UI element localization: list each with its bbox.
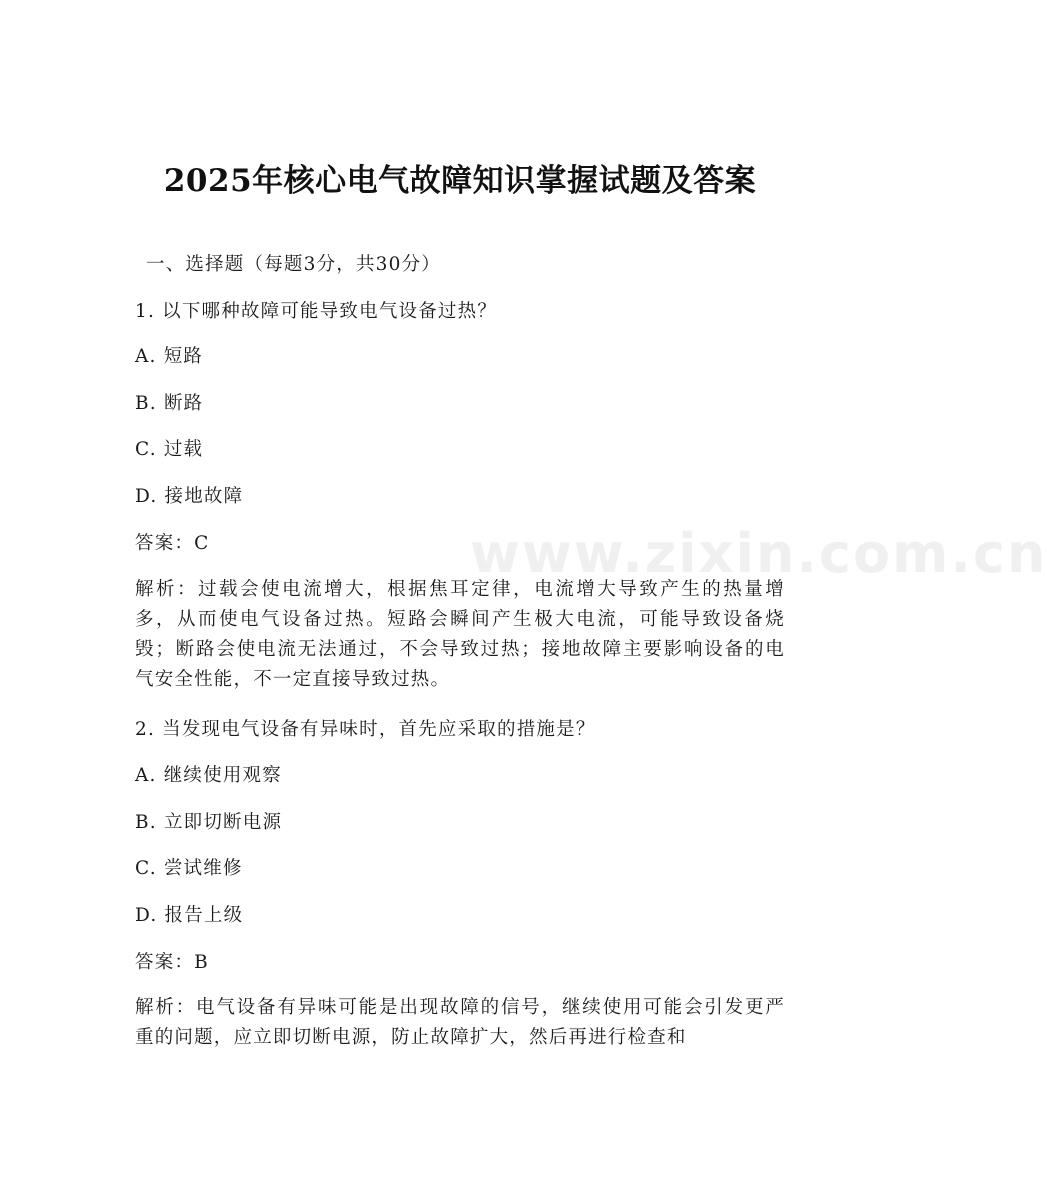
answer: 答案：C: [135, 533, 210, 554]
document-title: 2025年核心电气故障知识掌握试题及答案: [163, 163, 757, 199]
option-a: A. 继续使用观察: [135, 765, 282, 786]
section-heading: 一、选择题（每题3分，共30分）: [146, 254, 442, 275]
option-d: D. 接地故障: [135, 486, 244, 507]
option-a: A. 短路: [135, 346, 204, 367]
option-b: B. 断路: [135, 393, 204, 414]
option-b: B. 立即切断电源: [135, 812, 283, 833]
option-c: C. 尝试维修: [135, 858, 243, 879]
question-stem: 2. 当发现电气设备有异味时，首先应采取的措施是？: [135, 719, 596, 740]
answer: 答案：B: [135, 952, 209, 973]
option-d: D. 报告上级: [135, 905, 244, 926]
analysis: 解析：过载会使电流增大，根据焦耳定律，电流增大导致产生的热量增多，从而使电气设备过热。短路会瞬间产生极大电流，可能导致设备烧毁；断路会使电流无法通过，不会导致过热；接地故障主要影响设备的电气安全性能，不一定直接导致过热。: [135, 579, 785, 690]
analysis: 解析：电气设备有异味可能是出现故障的信号，继续使用可能会引发更严重的问题，应立即切断电源，防止故障扩大，然后再进行检查和: [135, 997, 785, 1048]
question-stem: 1. 以下哪种故障可能导致电气设备过热？: [135, 301, 498, 322]
option-c: C. 过载: [135, 439, 204, 460]
watermark: www.zixin.com.cn: [470, 522, 1047, 585]
